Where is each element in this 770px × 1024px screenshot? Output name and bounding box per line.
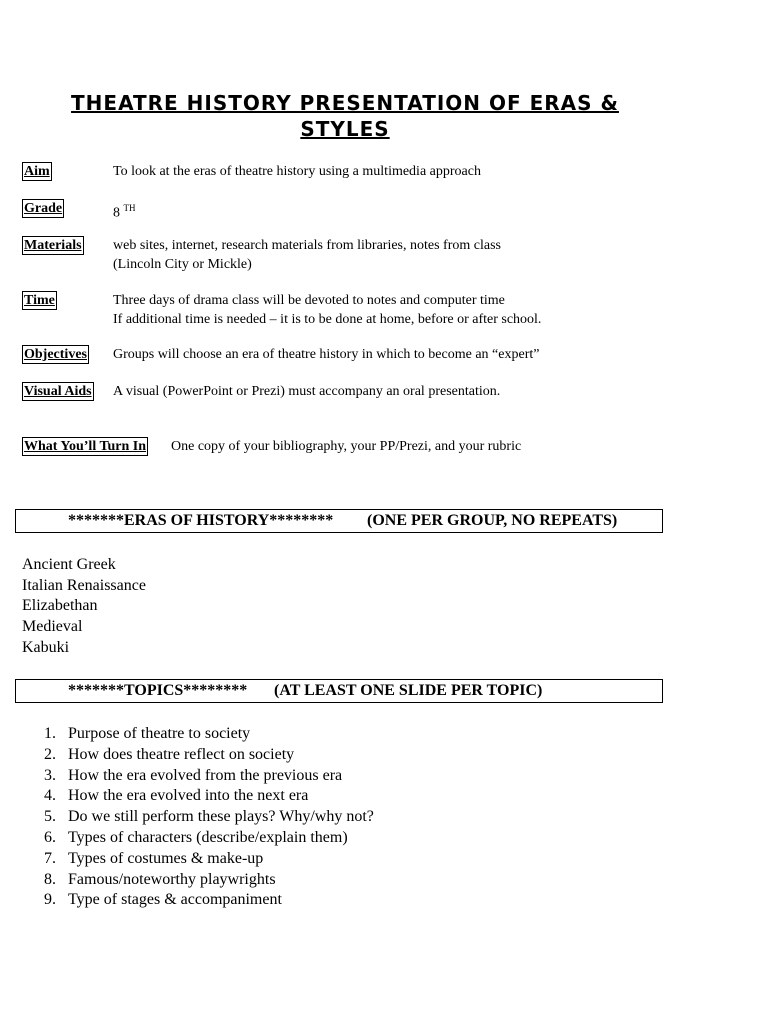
grade-number: 8 (113, 205, 120, 221)
materials-label: Materials (24, 238, 82, 253)
list-text: How does theatre reflect on society (68, 745, 295, 763)
list-item (44, 786, 374, 807)
list-number: 2. (44, 745, 56, 763)
aim-label: Aim (24, 164, 50, 179)
topics-banner-note: (AT LEAST ONE SLIDE PER TOPIC) (274, 682, 543, 699)
list-number: 1. (44, 725, 56, 742)
list-text: Do we still perform these plays? Why/why not? (68, 808, 374, 826)
list-number: 3. (44, 766, 56, 784)
list-item: Italian Renaissance (22, 576, 146, 594)
topics-list (44, 724, 374, 911)
objectives-value: Groups will choose an era of theatre history in which to become an “expert” (113, 347, 540, 362)
grade-value (113, 199, 136, 223)
visual-aids-label: Visual Aids (24, 384, 92, 399)
materials-value-line1: web sites, internet, research materials from libraries, notes from class (113, 238, 501, 253)
list-text: Famous/noteworthy playwrights (68, 870, 276, 888)
objectives-label: Objectives (24, 347, 87, 362)
list-text: How the era evolved from the previous era (68, 766, 343, 784)
list-item (44, 766, 374, 787)
list-item (44, 849, 374, 870)
list-text: Type of stages & accompaniment (68, 891, 282, 909)
list-number: 6. (44, 828, 56, 846)
turn-in-label: What You’ll Turn In (24, 439, 147, 454)
eras-banner (15, 509, 663, 533)
list-item: Medieval (22, 618, 83, 636)
eras-list (22, 555, 146, 659)
list-text: Purpose of theatre to society (68, 725, 251, 742)
list-text: How the era evolved into the next era (68, 787, 309, 805)
list-number: 8. (44, 870, 56, 888)
list-item (44, 724, 374, 745)
list-number: 5. (44, 808, 56, 826)
topics-banner-title: *******TOPICS******** (68, 682, 248, 699)
time-label: Time (24, 293, 55, 308)
list-item (44, 828, 374, 849)
list-item: Kabuki (22, 638, 70, 656)
topics-banner (15, 679, 663, 703)
list-item (44, 870, 374, 891)
list-text: Types of characters (describe/explain them) (68, 828, 348, 846)
list-number: 4. (44, 787, 56, 805)
list-item: Elizabethan (22, 597, 98, 615)
grade-suffix: TH (123, 203, 136, 213)
list-text: Types of costumes & make-up (68, 849, 264, 867)
grade-label: Grade (24, 201, 63, 216)
visual-aids-value: A visual (PowerPoint or Prezi) must accompany an oral presentation. (113, 384, 501, 399)
aim-value: To look at the eras of theatre history using a multimedia approach (113, 164, 481, 179)
list-number: 9. (44, 891, 56, 909)
eras-banner-note: (ONE PER GROUP, NO REPEATS) (367, 512, 618, 529)
list-item (44, 745, 374, 766)
materials-value-line2: (Lincoln City or Mickle) (113, 257, 252, 272)
eras-banner-title: *******ERAS OF HISTORY******** (68, 512, 334, 529)
time-value-line1: Three days of drama class will be devoted to notes and computer time (113, 293, 505, 308)
list-item (44, 890, 374, 911)
list-item: Ancient Greek (22, 556, 116, 573)
turn-in-value: One copy of your bibliography, your PP/Prezi, and your rubric (171, 439, 522, 454)
list-number: 7. (44, 849, 56, 867)
time-value-line2: If additional time is needed – it is to be done at home, before or after school. (113, 312, 542, 327)
list-item (44, 807, 374, 828)
page-title: THEATRE HISTORY PRESENTATION OF ERAS & STYLES (71, 91, 619, 141)
